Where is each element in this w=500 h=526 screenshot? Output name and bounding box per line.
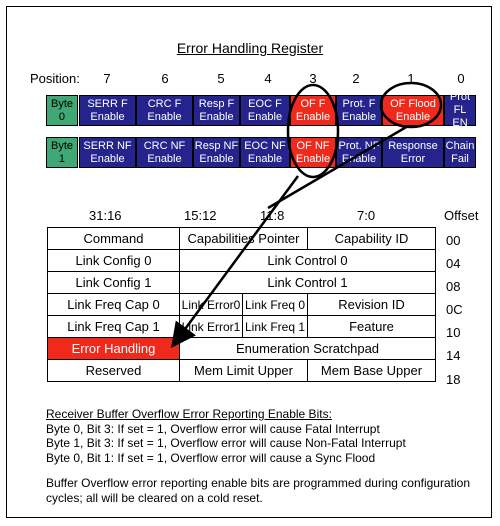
table-cell: Mem Base Upper (308, 360, 436, 382)
offset-value: 08 (446, 279, 461, 294)
highlight-ellipse-bit3 (288, 85, 338, 177)
byte-0-label: Byte 0 (46, 95, 78, 126)
byte0-bit1: OF Flood Enable (382, 95, 444, 126)
offset-value: 00 (446, 233, 461, 248)
col-header-11-8: 11:8 (260, 208, 285, 223)
byte0-bit6: CRC F Enable (136, 95, 193, 126)
col-header-15-12: 15:12 (184, 208, 217, 223)
notes-heading: Receiver Buffer Overflow Error Reporting Enable Bits: (46, 407, 332, 421)
position-5: 5 (217, 71, 225, 86)
position-2: 2 (352, 71, 360, 86)
byte0-bit5: Resp F Enable (193, 95, 240, 126)
byte1-bit4: EOC NF Enable (240, 137, 290, 168)
note-line: Byte 1, Bit 3: If set = 1, Overflow error will cause Non-Fatal Interrupt (46, 436, 406, 450)
offset-header: Offset (444, 208, 479, 223)
byte0-bit3: OF F Enable (290, 95, 336, 126)
arrow-to-error-handling (174, 176, 298, 344)
offset-value: 14 (446, 348, 461, 363)
table-cell: Link Freq 1 (243, 316, 308, 338)
error-handling-cell: Error Handling (48, 338, 180, 360)
byte1-bit5: Resp NF Enable (193, 137, 240, 168)
byte0-bit4: EOC F Enable (240, 95, 290, 126)
byte1-bit3: OF NF Enable (290, 137, 336, 168)
table-cell: Link Config 1 (48, 272, 180, 294)
position-1: 1 (407, 71, 415, 86)
table-cell: Command (48, 228, 180, 250)
position-4: 4 (264, 71, 272, 86)
table-cell: Link Config 0 (48, 250, 180, 272)
table-cell: Link Error0 (180, 294, 243, 316)
byte1-bit7: SERR NF Enable (79, 137, 136, 168)
offset-value: 04 (446, 256, 461, 271)
note-line: Byte 0, Bit 1: If set = 1, Overflow error will cause a Sync Flood (46, 450, 376, 465)
position-6: 6 (161, 71, 169, 86)
byte0-bit2: Prot. F Enable (336, 95, 382, 126)
table-cell: Enumeration Scratchpad (180, 338, 436, 360)
position-3: 3 (309, 71, 317, 86)
register-title: Error Handling Register (176, 40, 324, 56)
position-0: 0 (457, 71, 465, 86)
table-cell: Revision ID (308, 294, 436, 316)
byte1-bit6: CRC NF Enable (136, 137, 193, 168)
col-header-31-16: 31:16 (89, 208, 122, 223)
position-label: Position: (30, 71, 80, 86)
table-cell: Capability ID (308, 228, 436, 250)
byte0-bit7: SERR F Enable (79, 95, 136, 126)
byte0-bit0: Prot FL EN (444, 95, 476, 126)
offset-value: 0C (446, 302, 463, 317)
table-cell: Capabilities Pointer (180, 228, 308, 250)
table-cell: Link Control 0 (180, 250, 436, 272)
table-cell: Feature (308, 316, 436, 338)
table-cell: Reserved (48, 360, 180, 382)
col-header-7-0: 7:0 (357, 208, 376, 223)
byte1-bit0: Chain Fail (444, 137, 476, 168)
table-cell: Link Freq Cap 0 (48, 294, 180, 316)
notes-paragraph: Buffer Overflow error reporting enable bits are programmed during configuration cycles; all will be cleared on a cold reset. (46, 476, 470, 505)
offset-value: 18 (446, 372, 461, 387)
byte1-bit1: Response Error (382, 137, 444, 168)
table-cell: Link Error1 (180, 316, 243, 338)
table-cell: Link Freq 0 (243, 294, 308, 316)
table-cell: Link Control 1 (180, 272, 436, 294)
table-cell: Link Freq Cap 1 (48, 316, 180, 338)
offset-value: 10 (446, 325, 461, 340)
byte1-bit2: Prot. NF Enable (336, 137, 382, 168)
byte-1-label: Byte 1 (46, 137, 78, 168)
note-line: Byte 0, Bit 3: If set = 1, Overflow error will cause Fatal Interrupt (46, 421, 380, 436)
highlight-ellipse-bit1 (381, 83, 441, 127)
table-cell: Mem Limit Upper (180, 360, 308, 382)
position-7: 7 (103, 71, 111, 86)
